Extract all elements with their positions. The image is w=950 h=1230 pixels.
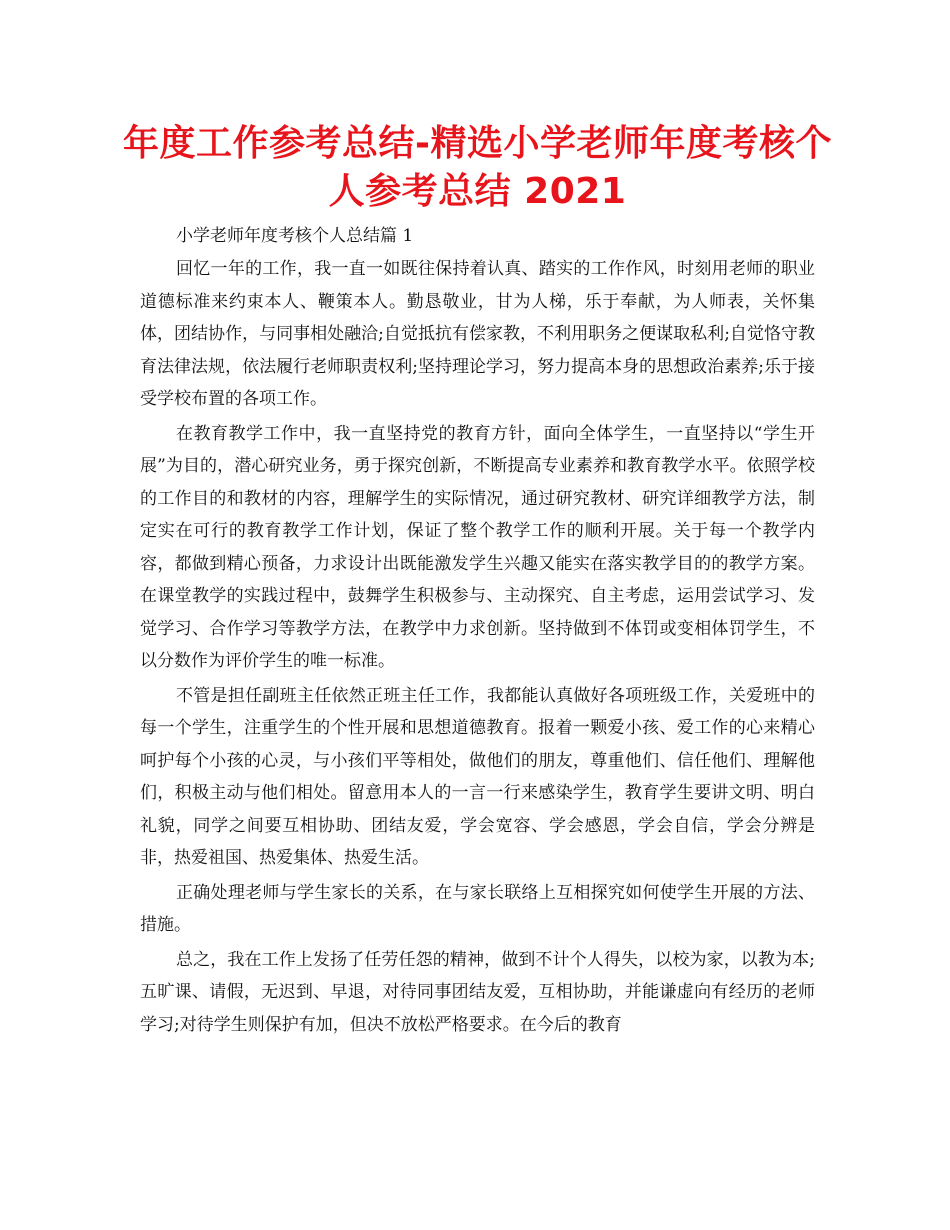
paragraph-3: 不管是担任副班主任依然正班主任工作，我都能认真做好各项班级工作，关爱班中的每一个学生，注重学生的个性开展和思想道德教育。报着一颗爱小孩、爱工作的心来精心呵护每个小孩的心灵，与小孩们平等相处，做他们的朋友，尊重他们、信任他们、理解他们，积极主动与他们相处。留意用本人的一言一行来感染学生，教育学生要讲文明、明白礼貌，同学之间要互相协助、团结友爱，学会宽容、学会感恩，学会自信，学会分辨是非，热爱祖国、热爱集体、热爱生活。 <box>140 685 815 868</box>
paragraph-1: 回忆一年的工作，我一直一如既往保持着认真、踏实的工作作风，时刻用老师的职业道德标准来约束本人、鞭策本人。勤恳敬业，甘为人梯，乐于奉献，为人师表，关怀集体，团结协作，与同事相处融洽;自觉抵抗有偿家教，不利用职务之便谋取私利;自觉恪守教育法律法规，依法履行老师职责权利;坚持理论学习，努力提高本身的思想政治素养;乐于接受学校布置的各项工作。 <box>140 259 815 409</box>
paragraph-4: 正确处理老师与学生家长的关系，在与家长联络上互相探究如何使学生开展的方法、措施。 <box>140 882 815 935</box>
document-page <box>123 120 832 1041</box>
document-title: 年度工作参考总结-精选小学老师年度考核个人参考总结 2021 <box>123 123 832 212</box>
section-heading: 小学老师年度考核个人总结篇 1 <box>176 226 414 246</box>
paragraph-5: 总之，我在工作上发扬了任劳任怨的精神，做到不计个人得失，以校为家，以教为本;五旷课、请假，无迟到、早退，对待同事团结友爱，互相协助，并能谦虚向有经历的老师学习;对待学生则保护有加，但决不放松严格要求。在今后的教育 <box>140 949 815 1035</box>
paragraph-2: 在教育教学工作中，我一直坚持党的教育方针，面向全体学生，一直坚持以“学生开展”为目的，潜心研究业务，勇于探究创新，不断提高专业素养和教育教学水平。依照学校的工作目的和教材的内容，理解学生的实际情况，通过研究教材、研究详细教学方法，制定实在可行的教育教学工作计划，保证了整个教学工作的顺利开展。关于每一个教学内容，都做到精心预备，力求设计出既能激发学生兴趣又能实在落实教学目的的教学方案。在课堂教学的实践过程中，鼓舞学生积极参与、主动探究、自主考虑，运用尝试学习、发觉学习、合作学习等教学方法，在教学中力求创新。坚持做到不体罚或变相体罚学生，不以分数作为评价学生的唯一标准。 <box>140 423 815 671</box>
